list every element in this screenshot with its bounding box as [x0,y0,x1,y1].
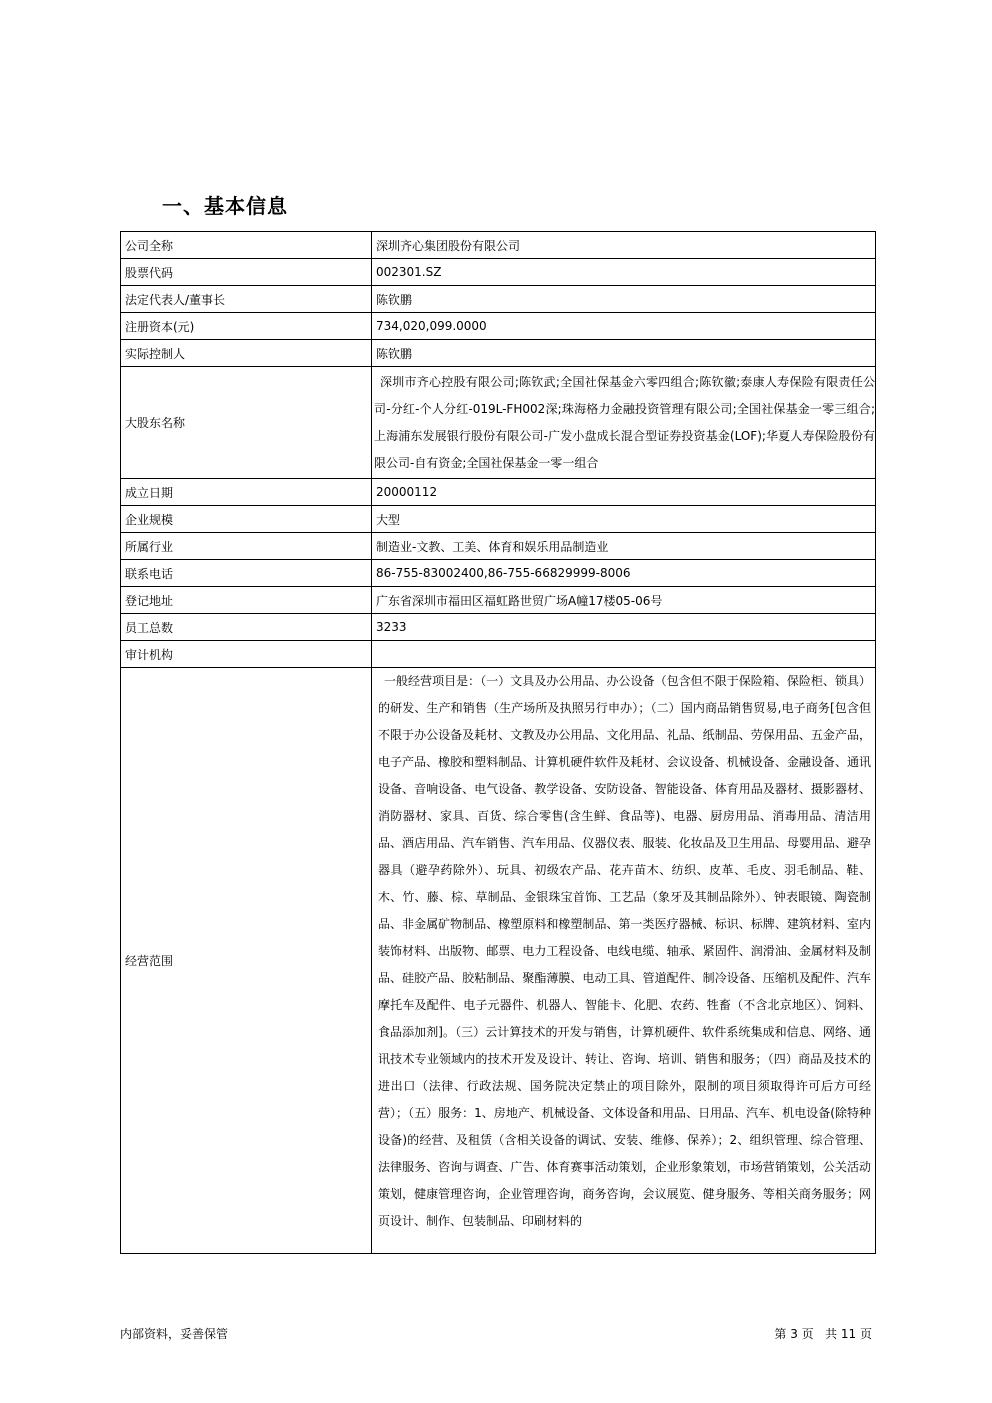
row-address [121,587,876,614]
row-controller [121,340,876,367]
field-label: 联系电话 [121,560,372,587]
company-name-value: 深圳齐心集团股份有限公司 [372,232,876,259]
row-scale [121,506,876,533]
row-auditor [121,641,876,668]
controller-value: 陈钦鹏 [372,340,876,367]
row-legal-rep [121,286,876,313]
row-stock-code [121,259,876,286]
scale-value: 大型 [372,506,876,533]
employees-value: 3233 [372,614,876,641]
row-major-holders [121,367,876,479]
legal-rep-value: 陈钦鹏 [372,286,876,313]
row-employees [121,614,876,641]
footer-page-number: 第 3 页 共 11 页 [774,1327,872,1341]
field-label: 所属行业 [121,533,372,560]
field-label: 注册资本(元) [121,313,372,340]
auditor-value [372,641,876,668]
reg-capital-value: 734,020,099.0000 [372,313,876,340]
business-scope-cell [372,668,876,1254]
founded-value: 20000112 [372,479,876,506]
footer-confidential-note: 内部资料，妥善保管 [120,1327,229,1341]
field-label: 审计机构 [121,641,372,668]
field-label: 登记地址 [121,587,372,614]
field-label: 成立日期 [121,479,372,506]
field-label: 经营范围 [121,668,372,1254]
industry-value: 制造业-文教、工美、体育和娱乐用品制造业 [372,533,876,560]
row-founded [121,479,876,506]
field-label: 实际控制人 [121,340,372,367]
field-label: 企业规模 [121,506,372,533]
field-label: 股票代码 [121,259,372,286]
stock-code-value: 002301.SZ [372,259,876,286]
field-label: 法定代表人/董事长 [121,286,372,313]
row-reg-capital [121,313,876,340]
row-company-name [121,232,876,259]
field-label: 员工总数 [121,614,372,641]
row-phone [121,560,876,587]
basic-info-table [120,231,876,1254]
field-label: 公司全称 [121,232,372,259]
section-title: 一、基本信息 [162,194,288,218]
row-industry [121,533,876,560]
field-label: 大股东名称 [121,367,372,479]
address-value: 广东省深圳市福田区福虹路世贸广场A幢17楼05-06号 [372,587,876,614]
row-business-scope [121,668,876,1254]
major-holders-value: 深圳市齐心控股有限公司;陈钦武;全国社保基金六零四组合;陈钦徽;泰康人寿保险有限责任公司-分红-个人分红-019L-FH002深;珠海格力金融投资管理有限公司;全国社保基金一零三组合;上海浦东发展银行股份有限公司-广发小盘成长混合型证券投资基金(LOF);华夏人寿保险股份有限公司-自有资金;全国社保基金一零一组合 [372,367,876,479]
phone-value: 86-755-83002400,86-755-66829999-8006 [372,560,876,587]
business-scope-value: 一般经营项目是：（一）文具及办公用品、办公设备（包含但不限于保险箱、保险柜、锁具）的研发、生产和销售（生产场所及执照另行申办）；（二）国内商品销售贸易,电子商务[包含但不限于办公设备及耗材、文教及办公用品、文化用品、礼品、纸制品、劳保用品、五金产品，电子产品、橡胶和塑料制品、计算机硬件软件及耗材、会议设备、机械设备、金融设备、通讯设备、音响设备、电气设备、教学设备、安防设备、智能设备、体育用品及器材、摄影器材、消防器材、家具、百货、综合零售(含生鲜、食品等)、电器、厨房用品、消毒用品、清洁用品、酒店用品、汽车销售、汽车用品、仪器仪表、服装、化妆品及卫生用品、母婴用品、避孕器具（避孕药除外）、玩具、初级农产品、花卉苗木、纺织、皮革、毛皮、羽毛制品、鞋、木、竹、藤、棕、草制品、金银珠宝首饰、工艺品（象牙及其制品除外）、钟表眼镜、陶瓷制品、非金属矿物制品、橡塑原料和橡塑制品、第一类医疗器械、标识、标牌、建筑材料、室内装饰材料、出版物、邮票、电力工程设备、电线电缆、轴承、紧固件、润滑油、金属材料及制品、硅胶产品、胶粘制品、聚酯薄膜、电动工具、管道配件、制冷设备、压缩机及配件、汽车摩托车及配件、电子元器件、机器人、智能卡、化肥、农药、牲畜（不含北京地区）、饲料、食品添加剂]。（三）云计算技术的开发与销售，计算机硬件、软件系统集成和信息、网络、通讯技术专业领域内的技术开发及设计、转让、咨询、培训、销售和服务；（四）商品及技术的进出口（法律、行政法规、国务院决定禁止的项目除外，限制的项目须取得许可后方可经营）；（五）服务：1、房地产、机械设备、文体设备和用品、日用品、汽车、机电设备(除特种设备)的经营、及租赁（含相关设备的调试、安装、维修、保养）；2、组织管理、综合管理、法律服务、咨询与调查、广告、体育赛事活动策划，企业形象策划，市场营销策划，公关活动策划，健康管理咨询，企业管理咨询，商务咨询，会议展览、健身服务、等相关商务服务；网页设计、制作、包装制品、印刷材料的 [378,674,871,1228]
